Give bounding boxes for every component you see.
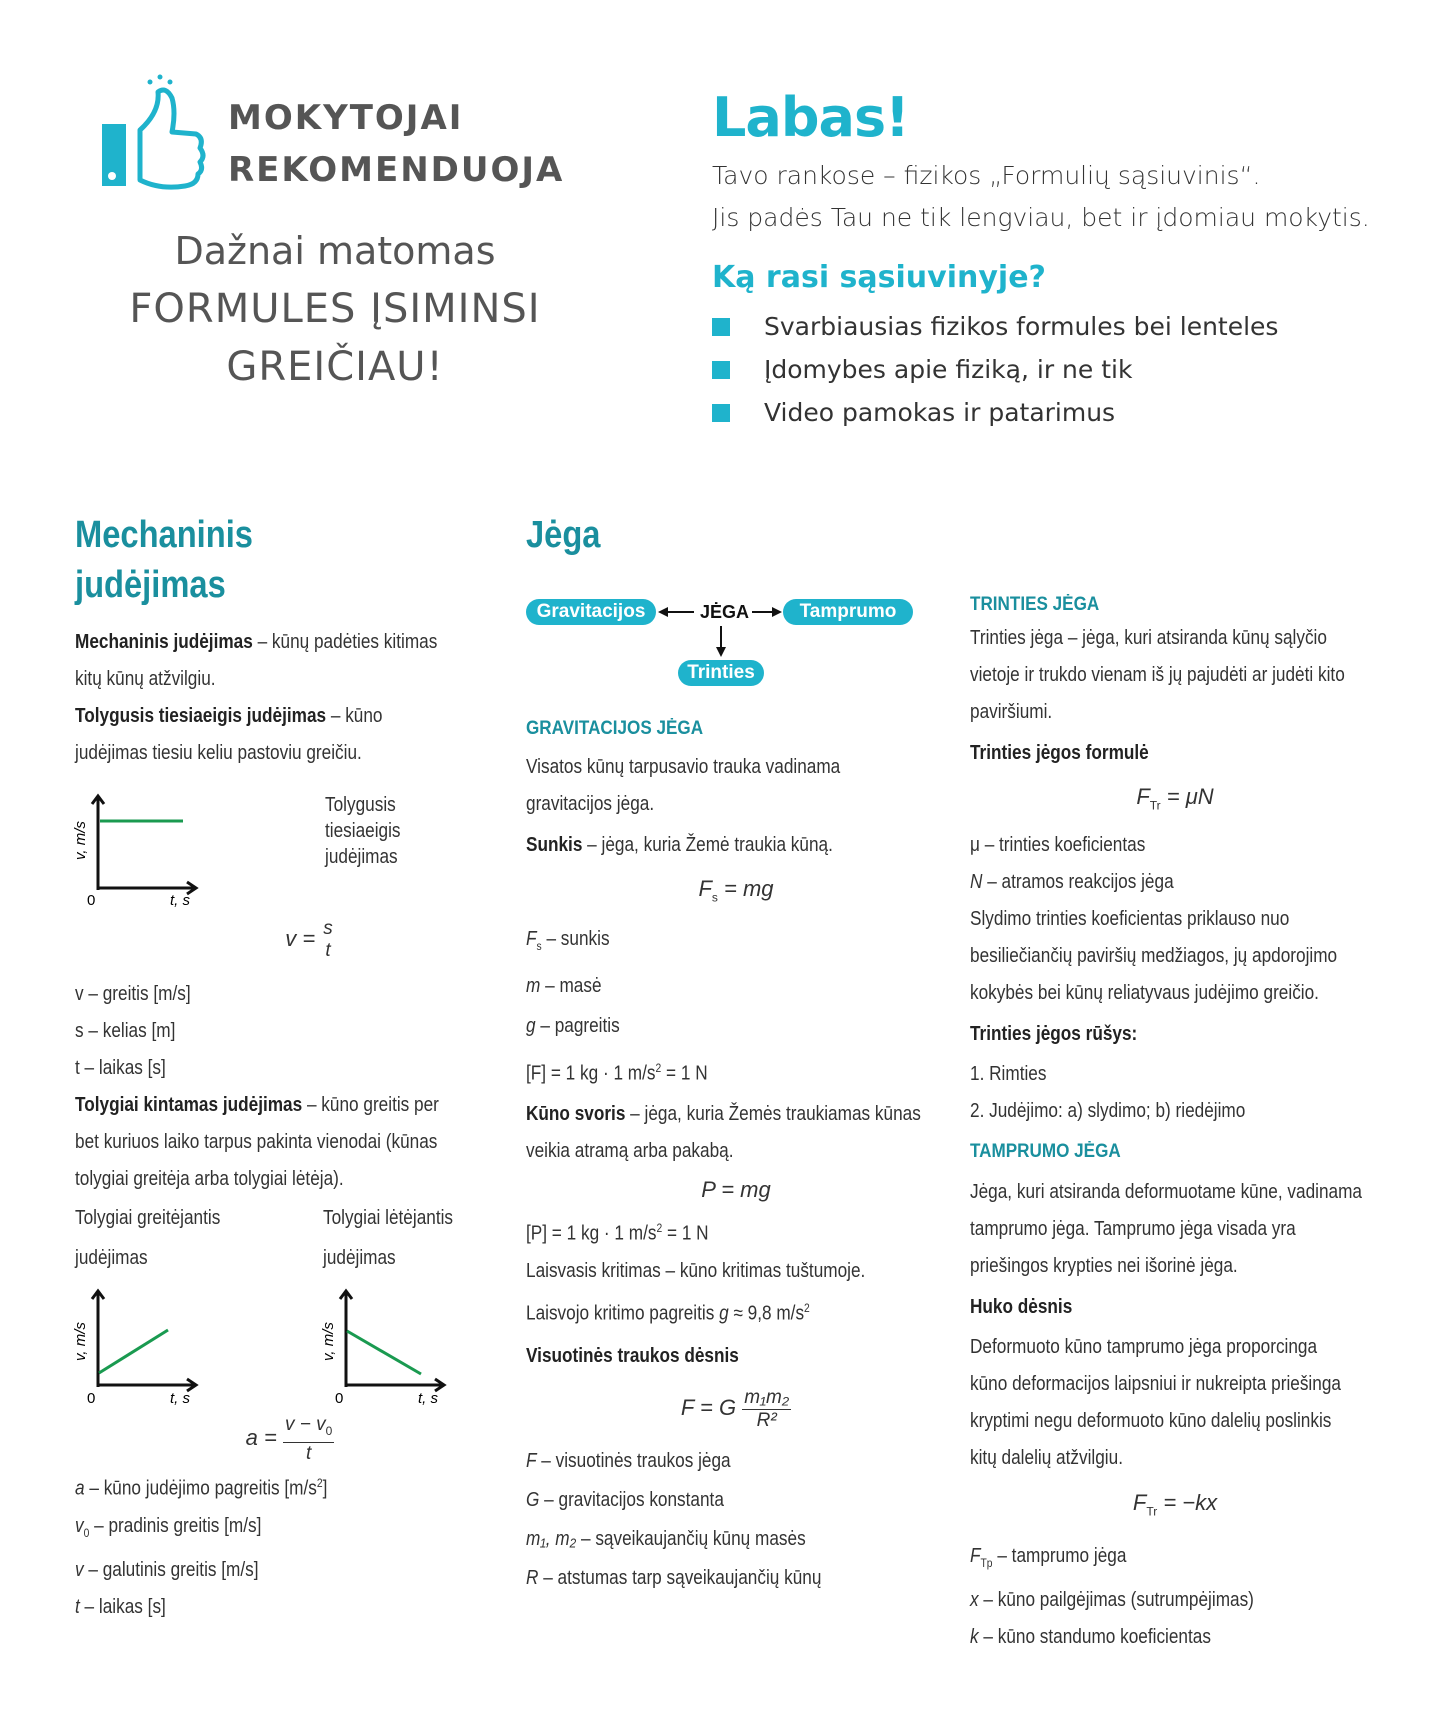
freefall-acceleration: Laisvojo kritimo pagreitis g ≈ 9,8 $m/s^2$ bbox=[526, 1300, 810, 1325]
friction-elastic-section bbox=[970, 590, 1380, 1656]
variable-def: F – visuotinės traukos jėga bbox=[526, 1450, 731, 1473]
variable-def: v – galutinis greitis [m/s] bbox=[75, 1558, 259, 1581]
x-axis-label: t, s bbox=[170, 1390, 191, 1408]
promo-line-1: Dažnai matomas bbox=[174, 229, 496, 273]
y-axis-label: v, m/s bbox=[72, 1322, 89, 1362]
velocity-line-decreasing bbox=[347, 1331, 421, 1374]
formula-acceleration: a = $\frac{v - v_0}{t}$ bbox=[245, 1414, 333, 1464]
variable-def: m – masė bbox=[526, 975, 602, 998]
graph-caption-decelerating: Tolygiai lėtėjantis judėjimas bbox=[323, 1207, 454, 1270]
force-section bbox=[526, 510, 946, 1598]
graph-caption: Tolygusis tiesiaeigis judėjimas bbox=[325, 794, 401, 868]
subsection-heading: TRINTIES JĖGA bbox=[970, 594, 1100, 615]
definition-weight: Sunkis – jėga, kuria Žemė traukia kūną. bbox=[526, 834, 833, 856]
text-line: Laisvasis kritimas – kūno kritimas tuštumoje. bbox=[526, 1259, 866, 1282]
graph-captions-row bbox=[75, 1198, 485, 1283]
law-variables bbox=[526, 1442, 946, 1598]
variable-def: s – kelias [m] bbox=[75, 1020, 176, 1043]
definition-uniform-motion: Tolygusis tiesiaeigis judėjimas – kūno bbox=[75, 705, 383, 727]
unit-weight: [P] = 1 kg · 1 $m/s^2 = 1$ N bbox=[526, 1221, 709, 1245]
definition-line: kitų kūnų atžvilgiu. bbox=[75, 668, 216, 690]
section-title: Jėga bbox=[526, 514, 601, 556]
formula-heading: Trinties jėgos formulė bbox=[970, 742, 1149, 764]
variable-def: x – kūno pailgėjimas (sutrumpėjimas) bbox=[970, 1588, 1254, 1611]
intro-line-1: Tavo rankose – fizikos „Formulių sąsiuvinis“. bbox=[712, 161, 1261, 190]
definition-mechanical-motion: Mechaninis judėjimas – kūnų padėties kitimas bbox=[75, 631, 438, 653]
force-type-elastic: Tamprumo bbox=[783, 599, 913, 625]
gravity-variables bbox=[526, 919, 946, 1046]
origin-label: 0 bbox=[335, 1390, 344, 1408]
subsection-heading: GRAVITACIJOS JĖGA bbox=[526, 718, 704, 739]
variable-def: g – pagreitis bbox=[526, 1015, 620, 1038]
promo-line-2: FORMULES ĮSIMINSI bbox=[129, 286, 541, 332]
variable-def: $F_{Tp}$ – tamprumo jėga bbox=[970, 1544, 1127, 1570]
force-type-gravity: Gravitacijos bbox=[526, 599, 656, 625]
feature-item bbox=[712, 348, 1278, 391]
text-line: kitų dalelių atžvilgiu. bbox=[970, 1447, 1123, 1470]
x-axis-label: t, s bbox=[170, 892, 191, 909]
variable-def: a – kūno judėjimo pagreitis $[m/s^2]$ bbox=[75, 1475, 328, 1500]
law-heading: Visuotinės traukos dėsnis bbox=[526, 1345, 739, 1368]
formula-hooke: $F_{Tr} = -kx$ bbox=[1132, 1490, 1218, 1519]
brand-line-2: REKOMENDUOJA bbox=[228, 150, 565, 190]
y-axis-label: v, m/s bbox=[320, 1322, 337, 1362]
feature-label: Video pamokas ir patarimus bbox=[764, 398, 1116, 427]
feature-label: Įdomybes apie fiziką, ir ne tik bbox=[764, 355, 1133, 384]
text-line: kryptimi negu deformuoto kūno dalelių poslinkis bbox=[970, 1410, 1332, 1433]
law-heading: Huko dėsnis bbox=[970, 1296, 1073, 1319]
mechanics-section bbox=[72, 510, 485, 1626]
variable-def: v – greitis [m/s] bbox=[75, 983, 191, 1006]
variable-def: t – laikas [s] bbox=[75, 1595, 166, 1618]
types-heading: Trinties jėgos rūšys: bbox=[970, 1023, 1138, 1046]
text-line: tamprumo jėga. Tamprumo jėga visada yra bbox=[970, 1218, 1296, 1241]
text-line: Jėga, kuri atsiranda deformuotame kūne, vadinama bbox=[970, 1181, 1362, 1204]
acceleration-variables bbox=[75, 1465, 485, 1626]
text-line: kūno deformacijos laipsniui ir nukreipta priešinga bbox=[970, 1373, 1341, 1396]
list-item: 2. Judėjimo: a) slydimo; b) riedėjimo bbox=[970, 1100, 1246, 1123]
force-diagram-center: JĖGA bbox=[700, 602, 750, 622]
arrow-right-icon bbox=[772, 607, 782, 617]
definition-line: bet kuriuos laiko tarpus pakinta vienodai (kūnas bbox=[75, 1131, 438, 1154]
origin-label: 0 bbox=[87, 1390, 96, 1408]
feature-item bbox=[712, 391, 1278, 434]
features-heading: Ką rasi sąsiuvinyje? bbox=[712, 260, 1046, 295]
origin-label: 0 bbox=[87, 892, 96, 909]
text-line: gravitacijos jėga. bbox=[526, 793, 655, 815]
arrow-left-icon bbox=[658, 607, 668, 617]
elastic-variables bbox=[970, 1538, 1380, 1656]
diagram-arrows bbox=[526, 592, 926, 697]
variable-def: $F_s$ – sunkis bbox=[526, 928, 610, 954]
list-item: 1. Rimties bbox=[970, 1063, 1047, 1086]
variable-def: k – kūno standumo koeficientas bbox=[970, 1625, 1211, 1648]
graph-uniform-block bbox=[72, 772, 485, 917]
y-axis-label: v, m/s bbox=[72, 821, 89, 860]
text-line: Deformuoto kūno tamprumo jėga proporcinga bbox=[970, 1336, 1318, 1359]
brand-badge bbox=[228, 92, 564, 196]
text-line: paviršiumi. bbox=[970, 701, 1053, 723]
force-diagram bbox=[526, 592, 946, 697]
definition-line: judėjimas tiesiu keliu pastoviu greičiu. bbox=[75, 742, 362, 764]
definition-body-weight: Kūno svoris – jėga, kuria Žemės traukiamas kūnas bbox=[526, 1103, 921, 1126]
formula-friction: $F_{Tr} = \mu N$ bbox=[1136, 784, 1214, 813]
x-axis-label: t, s bbox=[418, 1390, 439, 1408]
section-title-line-1: Mechaninis bbox=[75, 514, 253, 556]
definition-line: tolygiai greitėja arba tolygiai lėtėja). bbox=[75, 1168, 344, 1191]
variable-def: $v_0$ – pradinis greitis [m/s] bbox=[75, 1514, 262, 1540]
text-line: Trinties jėga – jėga, kuri atsiranda kūnų sąlyčio bbox=[970, 627, 1327, 649]
variable-def: G – gravitacijos konstanta bbox=[526, 1489, 724, 1512]
graph-uniform-motion bbox=[72, 790, 215, 909]
promo-text bbox=[100, 222, 570, 396]
graph-accelerating-motion bbox=[72, 1283, 215, 1408]
text-line: vietoje ir trukdo vienam iš jų pajudėti ar judėti kito bbox=[970, 664, 1345, 686]
subsection-heading: TAMPRUMO JĖGA bbox=[970, 1141, 1121, 1163]
text-line: priešingos krypties nei išorinė jėga. bbox=[970, 1255, 1238, 1278]
formula-velocity: v = s t bbox=[285, 918, 333, 962]
variable-def: N – atramos reakcijos jėga bbox=[970, 871, 1174, 894]
formula-weight: P = mg bbox=[701, 1177, 771, 1203]
variable-def: μ – trinties koeficientas bbox=[970, 834, 1146, 857]
intro-text bbox=[712, 155, 1370, 239]
unit-force: [F] = 1 kg · 1 $m/s^2 = 1$ N bbox=[526, 1061, 708, 1086]
text-line: kokybės bei kūnų reliatyvaus judėjimo greičio. bbox=[970, 982, 1319, 1005]
section-title-line-2: judėjimas bbox=[75, 564, 226, 606]
intro-line-2: Jis padės Tau ne tik lengviau, bet ir įdomiau mokytis. bbox=[712, 203, 1370, 232]
feature-item bbox=[712, 305, 1278, 348]
force-type-friction: Trinties bbox=[678, 660, 764, 686]
variable-def: R – atstumas tarp sąveikaujančių kūnų bbox=[526, 1567, 822, 1590]
bullet-square-icon bbox=[712, 404, 730, 422]
variable-def: t – laikas [s] bbox=[75, 1057, 166, 1080]
text-line: besiliečiančių paviršių medžiagos, jų apdorojimo bbox=[970, 945, 1338, 968]
brand-line-1: MOKYTOJAI bbox=[228, 98, 464, 138]
velocity-line-increasing bbox=[99, 1330, 168, 1373]
variable-def: m₁, m₂ – sąveikaujančių kūnų masės bbox=[526, 1528, 806, 1551]
greeting-title: Labas! bbox=[712, 86, 909, 149]
promo-line-3: GREIČIAU! bbox=[226, 344, 444, 390]
definition-accelerated-motion: Tolygiai kintamas judėjimas – kūno greitis per bbox=[75, 1094, 439, 1117]
arrow-down-icon bbox=[716, 647, 726, 657]
bullet-square-icon bbox=[712, 318, 730, 336]
graphs-row bbox=[72, 1283, 485, 1408]
graph-decelerating-motion bbox=[320, 1283, 463, 1408]
bullet-square-icon bbox=[712, 361, 730, 379]
feature-label: Svarbiausias fizikos formules bei lenteles bbox=[764, 312, 1279, 341]
formula-gravitation-law: F = G $\frac{\text{m₁m₂}}{\text{R²}}$ bbox=[680, 1387, 790, 1432]
formula-gravity-force: $F_s$ = mg bbox=[698, 876, 774, 905]
graph-caption-accelerating: Tolygiai greitėjantis judėjimas bbox=[75, 1207, 221, 1270]
thumbs-up-icon bbox=[100, 72, 212, 196]
features-list bbox=[712, 305, 1278, 434]
text-line: veikia atramą arba pakabą. bbox=[526, 1140, 734, 1163]
text-line: Slydimo trinties koeficientas priklauso nuo bbox=[970, 908, 1290, 931]
text-line: Visatos kūnų tarpusavio trauka vadinama bbox=[526, 756, 841, 778]
